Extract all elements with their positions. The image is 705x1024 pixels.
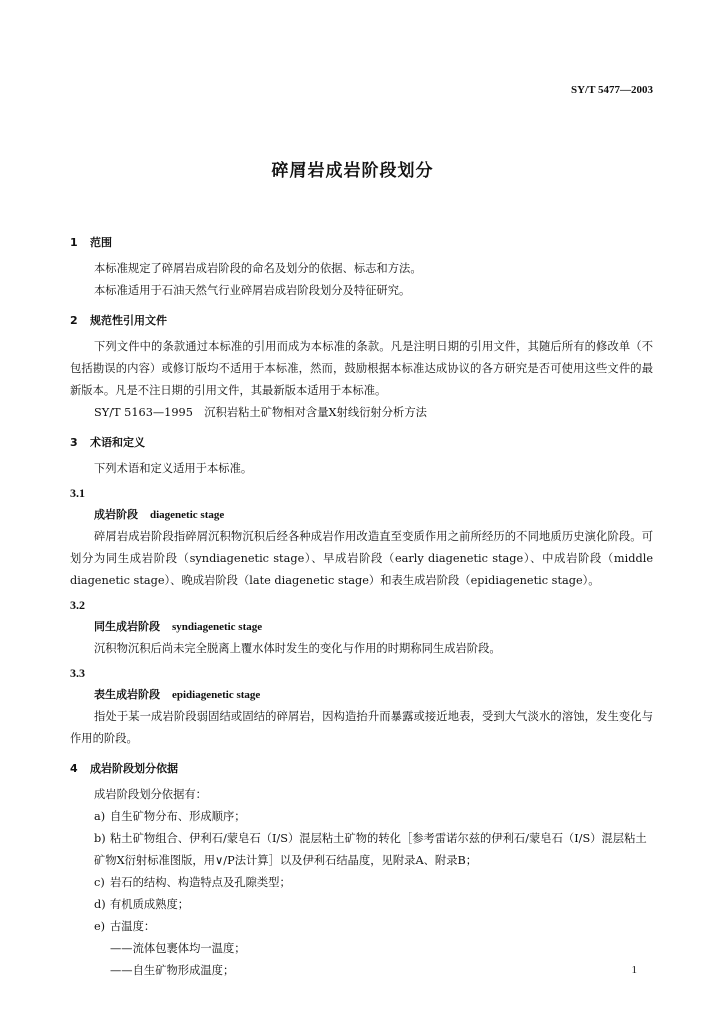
section-title: 术语和定义	[90, 436, 145, 449]
standard-number: SY/T 5477—2003	[570, 84, 653, 96]
list-text: 古温度：	[110, 920, 156, 933]
term-english: diagenetic stage	[150, 509, 225, 521]
term-chinese: 表生成岩阶段	[94, 688, 160, 701]
section-title: 范围	[90, 236, 112, 249]
clause-number: 3.1	[70, 486, 85, 500]
term-definition: 沉积物沉积后尚未完全脱离上覆水体时发生的变化与作用的时期称同生成岩阶段。	[94, 642, 501, 655]
list-item	[70, 872, 653, 894]
page-title: 碎屑岩成岩阶段划分	[271, 161, 434, 181]
section-number: 4	[70, 762, 78, 775]
section-number: 1	[70, 236, 78, 249]
dash-item: ——流体包裹体均一温度；	[110, 942, 246, 955]
section-title: 成岩阶段划分依据	[90, 762, 178, 775]
term-entry	[70, 684, 653, 706]
list-item	[70, 916, 653, 938]
list-marker: e)	[94, 920, 106, 933]
list-text: 自生矿物分布、形成顺序；	[110, 810, 246, 823]
reference-item: SY/T 5163—1995 沉积岩粘土矿物相对含量X射线衍射分析方法	[94, 406, 427, 419]
section-number: 3	[70, 436, 78, 449]
term-english: epidiagenetic stage	[172, 689, 261, 701]
paragraph: 本标准适用于石油天然气行业碎屑岩成岩阶段划分及特征研究。	[94, 284, 411, 297]
document-body	[70, 224, 653, 982]
section-1-heading	[70, 232, 653, 254]
page-number: 1	[631, 964, 637, 976]
term-entry	[70, 616, 653, 638]
term-english: syndiagenetic stage	[172, 621, 263, 633]
term-definition: 碎屑岩成岩阶段指碎屑沉积物沉积后经各种成岩作用改造直至变质作用之前所经历的不同地质历史演化阶段。可划分为同生成岩阶段（syndiagenetic stage）、早成岩阶段（early diagenetic stage）、中成岩阶段（middle diagenetic stage）、晚成岩阶段（late diagenetic stage）和表生成岩阶段（epidiagenetic stage）。	[70, 530, 653, 587]
list-marker: a)	[94, 810, 106, 823]
section-4-heading	[70, 758, 653, 780]
paragraph: 下列文件中的条款通过本标准的引用而成为本标准的条款。凡是注明日期的引用文件，其随后所有的修改单（不包括勘误的内容）或修订版均不适用于本标准，然而，鼓励根据本标准达成协议的各方研究是否可使用这些文件的最新版本。凡是不注日期的引用文件，其最新版本适用于本标准。	[70, 340, 653, 397]
section-2-heading	[70, 310, 653, 332]
term-chinese: 成岩阶段	[94, 508, 138, 521]
section-3-heading	[70, 432, 653, 454]
term-chinese: 同生成岩阶段	[94, 620, 160, 633]
list-text: 有机质成熟度；	[110, 898, 190, 911]
clause-number: 3.3	[70, 666, 85, 680]
paragraph: 下列术语和定义适用于本标准。	[94, 462, 253, 475]
term-definition: 指处于某一成岩阶段弱固结或固结的碎屑岩，因构造抬升而暴露或接近地表，受到大气淡水的溶蚀，发生变化与作用的阶段。	[70, 710, 653, 745]
clause-number: 3.2	[70, 598, 85, 612]
section-number: 2	[70, 314, 78, 327]
paragraph: 本标准规定了碎屑岩成岩阶段的命名及划分的依据、标志和方法。	[94, 262, 422, 275]
list-marker: d)	[94, 898, 106, 911]
list-item	[70, 806, 653, 828]
list-text: 岩石的结构、构造特点及孔隙类型；	[110, 876, 291, 889]
dash-item: ——自生矿物形成温度；	[110, 964, 235, 977]
list-item	[70, 828, 653, 872]
list-marker: c)	[94, 876, 105, 889]
list-text: 粘土矿物组合、伊利石/蒙皂石（I/S）混层粘土矿物的转化［参考雷诺尔兹的伊利石/蒙皂石（I/S）混层粘土矿物X衍射标准图版，用∨/P法计算］以及伊利石结晶度，见附录A、附录B；	[94, 832, 647, 867]
term-entry	[70, 504, 653, 526]
list-item	[70, 894, 653, 916]
paragraph: 成岩阶段划分依据有：	[94, 788, 207, 801]
section-title: 规范性引用文件	[90, 314, 167, 327]
list-marker: b)	[94, 832, 106, 845]
